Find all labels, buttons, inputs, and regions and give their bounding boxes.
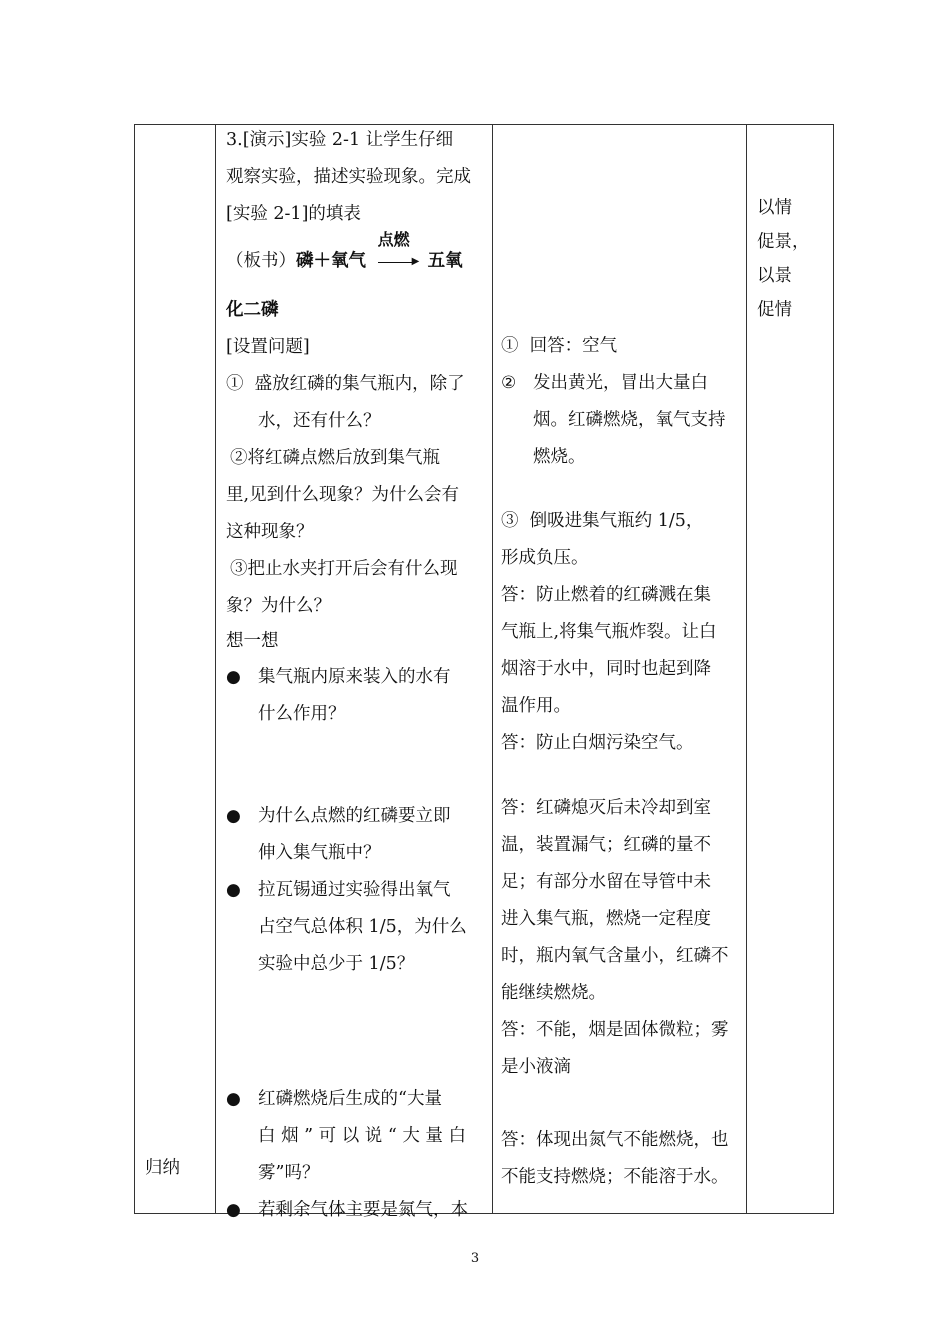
question-2-cont: 里,见到什么现象？为什么会有	[226, 485, 460, 505]
bullet-icon: ●	[226, 1089, 241, 1109]
reaction-arrow	[374, 230, 426, 268]
answer-4: 答：防止燃着的红磷溅在集	[501, 585, 711, 605]
answer-5: 答：防止白烟污染空气。	[501, 733, 694, 753]
arrow-head-icon: ▶	[411, 256, 420, 267]
teacher-activity-cell	[226, 122, 488, 1229]
answer-3-cont: 形成负压。	[501, 548, 589, 568]
question-2: ②将红磷点燃后放到集气瓶	[230, 448, 440, 468]
answer-2: ② 发出黄光，冒出大量白 烟。红磷燃烧，氧气支持 燃烧。	[501, 373, 726, 467]
bullet-item: ● 红磷燃烧后生成的“大量 白 烟 ” 可 以 说 “ 大 量 白 雾”吗？	[226, 1081, 488, 1192]
think-header: 想一想	[226, 631, 279, 651]
arrow-shaft	[378, 262, 414, 263]
equation-line	[226, 230, 488, 280]
answer-3: ③ 倒吸进集气瓶约 1/5，	[501, 511, 704, 531]
stage-label-cell	[145, 1150, 180, 1187]
column-divider	[492, 125, 493, 1213]
answer-1: ① 回答：空气	[501, 336, 618, 356]
bullet-item: ● 拉瓦锡通过实验得出氧气 占空气总体积 1/5，为什么 实验中总少于 1/5？	[226, 872, 488, 983]
board-label: （板书）	[226, 251, 296, 271]
question-1-cont: 水，还有什么？	[258, 411, 381, 431]
answer-7: 答：不能，烟是固体微粒；雾	[501, 1020, 729, 1040]
answer-6: 答：红磷熄灭后未冷却到室	[501, 798, 711, 818]
answer-8: 答：体现出氮气不能燃烧，也	[501, 1130, 729, 1150]
demo-line: 观察实验，描述实验现象。完成	[226, 167, 471, 187]
question-header: [设置问题]	[226, 337, 310, 357]
question-marker: ①	[226, 374, 244, 394]
equation-reactants: 磷＋氧气	[296, 251, 366, 271]
bullet-item: ● 为什么点燃的红磷要立即 伸入集气瓶中？	[226, 798, 488, 872]
demo-line: 3.[演示]实验 2-1 让学生仔细	[226, 130, 454, 150]
lesson-table	[134, 124, 834, 1220]
equation-product-head: 五氧	[427, 251, 463, 271]
bullet-item: ● 集气瓶内原来装入的水有 什么作用？	[226, 659, 488, 733]
bullet-icon: ●	[226, 880, 241, 900]
column-divider	[215, 125, 216, 1213]
question-2-cont: 这种现象？	[226, 522, 314, 542]
bullet-icon: ●	[226, 1200, 241, 1220]
equation-product-tail: 化二磷	[226, 300, 279, 320]
stage-label: 归纳	[145, 1158, 180, 1178]
question-3: ③把止水夹打开后会有什么现	[230, 559, 458, 579]
student-activity-cell: ① 回答：空气 ② 发出黄光，冒出大量白 烟。红磷燃烧，氧气支持 燃烧。 ③ 倒吸进集气瓶约 1/5， 形成负压。 答：防止燃着的红磷溅在集 气瓶上,将集气瓶炸裂。让白 烟溶于水中，同时也起到降 温作用。 答：防止白烟污染空气。 答：红磷熄灭后未冷却到室 温，装置漏气；红磷的量不 足；有部分水留在导管中未 进入集气瓶，燃烧一定程度 时，瓶内氧气含量小，红磷不 能继续燃烧。 答：不能，烟是固体微粒；雾 是小液滴 答：体现出氮气不能燃烧，也 不能支持燃烧；不能溶于水。	[501, 328, 743, 1196]
bullet-icon: ●	[226, 667, 241, 687]
page-number: 3	[470, 1251, 480, 1266]
design-intent-cell: 以情 促景， 以景 促情	[757, 198, 810, 320]
bullet-item: ● 若剩余气体主要是氮气，本	[226, 1192, 488, 1229]
column-divider	[746, 125, 747, 1213]
reaction-condition: 点燃	[377, 230, 410, 249]
question-1: ① 盛放红磷的集气瓶内，除了	[226, 374, 465, 394]
demo-line: [实验 2-1]的填表	[226, 204, 361, 224]
bullet-icon: ●	[226, 806, 241, 826]
question-3-cont: 象？为什么？	[226, 596, 331, 616]
